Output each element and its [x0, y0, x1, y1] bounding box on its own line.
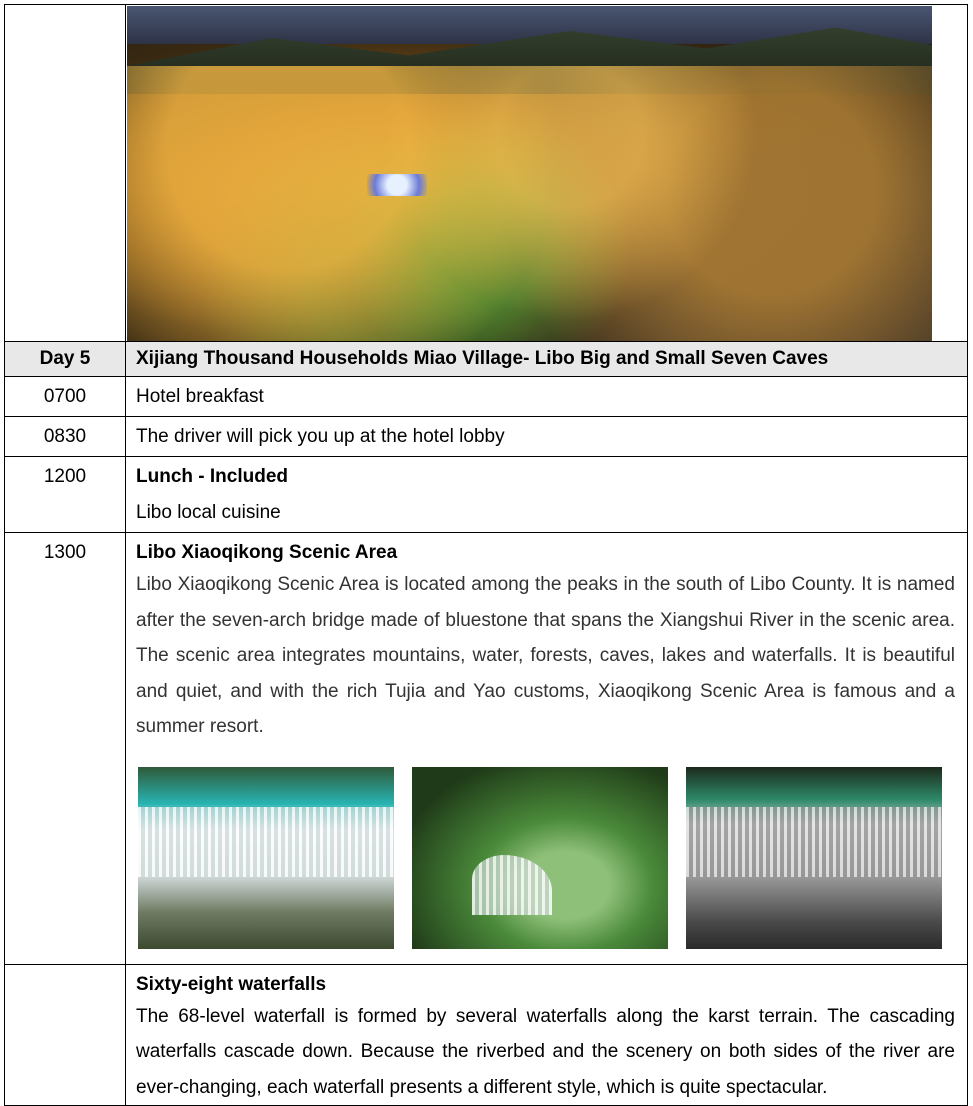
waterfall-photo — [138, 767, 394, 949]
day-title: Xijiang Thousand Households Miao Village- Libo Big and Small Seven Caves — [126, 342, 968, 377]
activity-cell — [126, 964, 968, 1106]
activity-cell — [126, 533, 968, 965]
activity-heading: Sixty-eight waterfalls — [136, 973, 327, 995]
time-cell: 0830 — [5, 417, 126, 457]
day-header-row — [5, 342, 968, 377]
activity-heading: Libo Xiaoqikong Scenic Area — [136, 542, 398, 563]
activity-description: The 68-level waterfall is formed by several waterfalls along the karst terrain. The cascading waterfalls cascade down. Because the riverbed and the scenery on both sides of the river are ever-changing, each waterfall presents a different style, which is quite spectacular. — [136, 1005, 955, 1098]
schedule-row — [5, 457, 968, 533]
schedule-row — [5, 377, 968, 417]
activity-cell — [126, 377, 968, 417]
schedule-row — [5, 964, 968, 1106]
empty-time-cell — [5, 5, 126, 342]
activity-text: The driver will pick you up at the hotel lobby — [136, 426, 505, 447]
activity-text: Hotel breakfast — [136, 386, 264, 407]
waterfall-photo — [412, 767, 668, 949]
activity-description: Libo Xiaoqikong Scenic Area is located among the peaks in the south of Libo County. It is named after the seven-arch bridge made of bluestone that spans the Xiangshui River in the scenic area. The scenic area integrates mountains, water, forests, caves, lakes and waterfalls. It is beautiful and quiet, and with the rich Tujia and Yao customs, Xiaoqikong Scenic Area is famous and a summer resort. — [136, 574, 955, 737]
hero-image — [127, 6, 932, 341]
schedule-row — [5, 533, 968, 965]
schedule-row — [5, 417, 968, 457]
time-cell: 0700 — [5, 377, 126, 417]
hero-row — [5, 5, 968, 342]
day-label: Day 5 — [5, 342, 126, 377]
time-cell: 1300 — [5, 533, 126, 965]
waterfall-photo — [686, 767, 942, 949]
activity-cell — [126, 417, 968, 457]
itinerary-table — [4, 4, 968, 1106]
waterfall-gallery — [136, 767, 955, 949]
time-cell: 1200 — [5, 457, 126, 533]
activity-cell — [126, 457, 968, 533]
hero-image-cell — [126, 5, 968, 342]
activity-heading: Lunch - Included — [136, 466, 288, 487]
activity-text: Libo local cuisine — [136, 502, 281, 523]
time-cell — [5, 964, 126, 1106]
